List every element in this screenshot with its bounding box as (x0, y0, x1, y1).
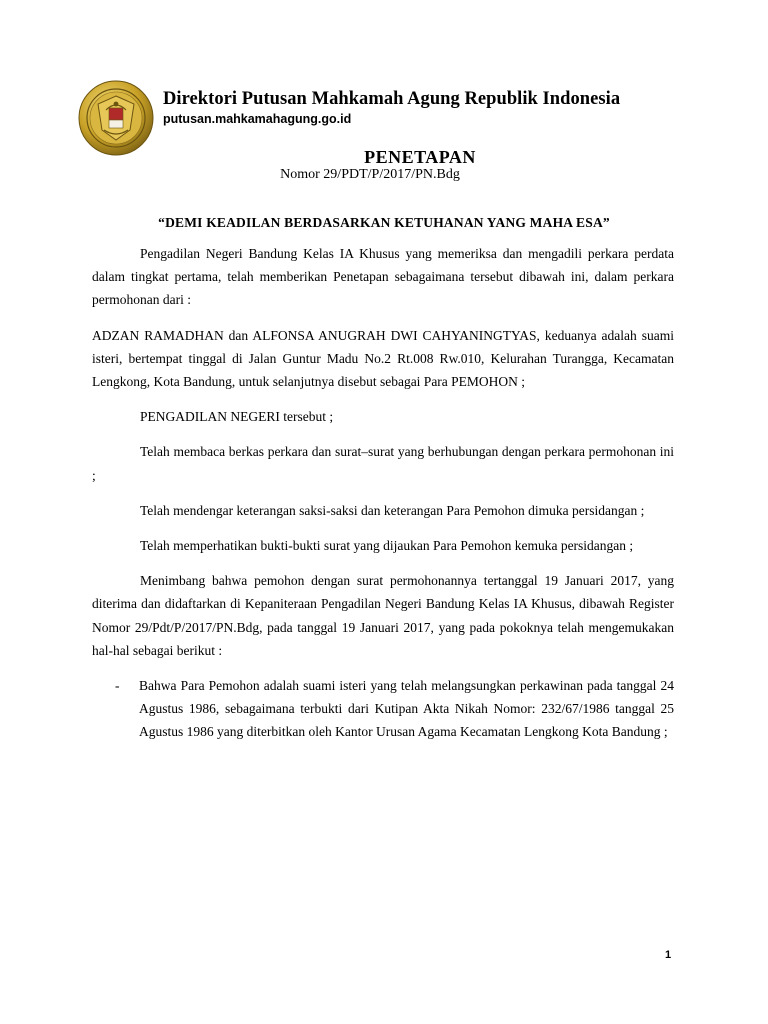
document-title: PENETAPAN (364, 147, 476, 167)
paragraph-read-files: Telah membaca berkas perkara dan surat–surat yang berhubungan dengan perkara permohonan ini ; (92, 444, 674, 483)
paragraph-court-heading: PENGADILAN NEGERI tersebut ; (140, 409, 334, 425)
document-motto: “DEMI KEADILAN BERDASARKAN KETUHANAN YANG MAHA ESA” (158, 215, 610, 230)
mahkamah-agung-seal-icon (78, 80, 154, 156)
paragraph-applicants: ADZAN RAMADHAN dan ALFONSA ANUGRAH DWI CAHYANINGTYAS, keduanya adalah suami isteri, bertempat tinggal di Jalan Guntur Madu No.2 Rt.008 Rw.010, Kelurahan Turangga, Kecamatan Lengkong, Kota Bandung, untuk selanjutnya disebut sebagai Para PEMOHON ; (92, 327, 674, 390)
document-body (92, 242, 674, 744)
list-item (92, 674, 674, 744)
paragraph-court-intro: Pengadilan Negeri Bandung Kelas IA Khusus yang memeriksa dan mengadili perkara perdata dalam tingkat pertama, telah memberikan Penetapan sebagaimana tersebut dibawah ini, dalam perkara permohonan dari : (92, 246, 674, 308)
bullet-mark: - (115, 678, 120, 694)
paragraph-evidence: Telah memperhatikan bukti-bukti surat yang dijaukan Para Pemohon kemuka persidangan ; (140, 538, 634, 554)
bullet-text: Bahwa Para Pemohon adalah suami isteri yang telah melangsungkan perkawinan pada tanggal 24 Agustus 1986, sebagaimana terbukti dari Kutipan Akta Nikah Nomor: 232/67/1986 tanggal 25 Agustus 1986 yang diterbitkan oleh Kantor Urusan Agama Kecamatan Lengkong Kota Bandung ; (139, 678, 674, 740)
site-url: putusan.mahkamahagung.go.id (163, 112, 352, 126)
page-number: 1 (665, 949, 672, 961)
paragraph-considering: Menimbang bahwa pemohon dengan surat permohonannya tertanggal 19 Januari 2017, yang diterima dan didaftarkan di Kepaniteraan Pengadilan Negeri Bandung Kelas IA Khusus, dibawah Register Nomor 29/Pdt/P/2017/PN.Bdg, pada tanggal 19 Januari 2017, yang pada pokoknya telah mengemukakan hal-hal sebagai berikut : (92, 573, 674, 658)
site-title: Direktori Putusan Mahkamah Agung Republik Indonesia (163, 89, 621, 109)
paragraph-heard-witnesses: Telah mendengar keterangan saksi-saksi dan keterangan Para Pemohon dimuka persidangan ; (140, 502, 645, 518)
document-number: Nomor 29/PDT/P/2017/PN.Bdg (280, 167, 460, 182)
